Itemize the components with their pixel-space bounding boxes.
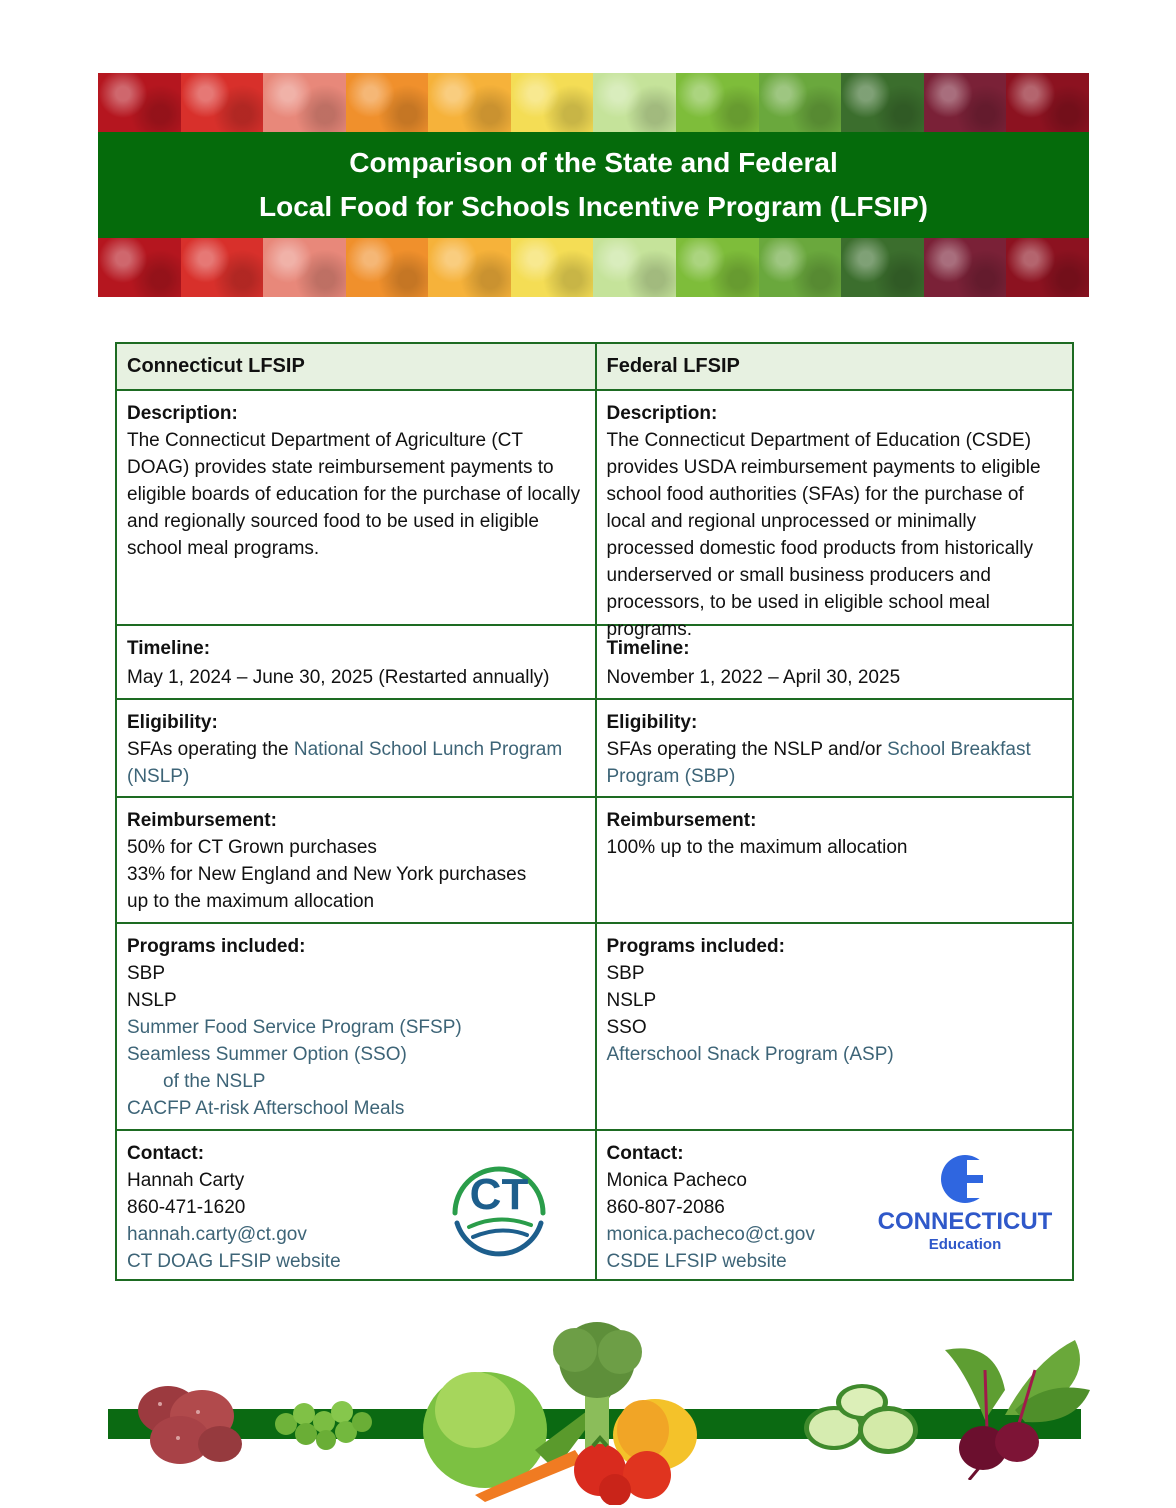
federal-description-text: The Connecticut Department of Education (CSDE) provides USDA reimbursement payments to eligible school food authorities (SFAs) for the purchase of local and regional unprocessed or minimally processed domestic food products from historically underserved or small business producers and processors, to be used in eligible school meal programs. (606, 430, 1041, 640)
program-item: SSO (606, 1017, 647, 1038)
description-label: Description: (127, 403, 238, 424)
state-timeline-cell (117, 626, 595, 698)
eligibility-label: Eligibility: (127, 712, 218, 733)
state-description-cell (117, 391, 595, 624)
federal-reimbursement-line: 100% up to the maximum allocation (606, 837, 908, 858)
state-reimbursement-line: 33% for New England and New York purchases (127, 864, 527, 885)
state-reimbursement-line: 50% for CT Grown purchases (127, 837, 377, 858)
sso-link[interactable]: Seamless Summer Option (SSO) (127, 1044, 407, 1065)
ct-logo-text: CT (469, 1170, 529, 1219)
sso-link-continued[interactable]: of the NSLP (163, 1071, 266, 1092)
contact-phone: 860-471-1620 (127, 1197, 246, 1218)
program-item: NSLP (127, 990, 177, 1011)
state-programs-cell (117, 924, 595, 1129)
program-item: SBP (127, 963, 166, 984)
tomato-image (181, 238, 264, 297)
column-header-federal: Federal LFSIP (595, 344, 1073, 389)
federal-reimbursement-cell (595, 798, 1073, 922)
peas-image (270, 1394, 375, 1452)
header-banner (98, 73, 1089, 297)
grapefruit-image (263, 73, 346, 132)
contact-label: Contact: (606, 1143, 684, 1164)
broccoli-image (841, 238, 924, 297)
csde-logo-subtitle: Education (928, 1236, 1001, 1253)
table-row-eligibility (117, 698, 1072, 796)
federal-eligibility-cell (595, 700, 1073, 796)
state-reimbursement-cell (117, 798, 595, 922)
cherry-image (98, 238, 181, 297)
cucumber-image (676, 73, 759, 132)
cucumber-image (676, 238, 759, 297)
timeline-label: Timeline: (127, 638, 211, 659)
federal-programs-cell (595, 924, 1073, 1129)
page-title-line1: Comparison of the State and Federal (349, 147, 838, 178)
reimbursement-label: Reimbursement: (127, 810, 277, 831)
lettuce-image (593, 238, 676, 297)
comparison-table (115, 342, 1074, 1281)
grapefruit-image (263, 238, 346, 297)
lettuce-image (593, 73, 676, 132)
ct-grown-logo (439, 1149, 559, 1265)
greens-image (759, 238, 842, 297)
contact-email-link[interactable]: monica.pacheco@ct.gov (606, 1224, 815, 1245)
cacfp-link[interactable]: CACFP At-risk Afterschool Meals (127, 1098, 405, 1119)
reimbursement-label: Reimbursement: (606, 810, 757, 831)
contact-email-link[interactable]: hannah.carty@ct.gov (127, 1224, 307, 1245)
table-row-contact (117, 1129, 1072, 1279)
broccoli-image (841, 73, 924, 132)
vegetable-bundle-image (415, 1320, 715, 1505)
nslp-link[interactable]: National School Lunch Program (NSLP) (127, 739, 563, 787)
eligibility-label: Eligibility: (606, 712, 698, 733)
produce-strip-bottom (98, 238, 1089, 297)
squash-image (428, 73, 511, 132)
cherry-image (98, 73, 181, 132)
cherry-image-2 (1006, 238, 1089, 297)
website-link[interactable]: CSDE LFSIP website (606, 1251, 787, 1272)
state-reimbursement-line: up to the maximum allocation (127, 891, 375, 912)
table-row-description (117, 389, 1072, 640)
cherry-image-2 (1006, 73, 1089, 132)
timeline-label: Timeline: (606, 638, 690, 659)
federal-timeline-cell (595, 626, 1073, 698)
programs-label: Programs included: (606, 936, 785, 957)
state-contact-cell (117, 1131, 595, 1279)
csde-logo-title: CONNECTICUT (877, 1208, 1052, 1235)
state-description-text: The Connecticut Department of Agriculture (CT DOAG) provides state reimbursement payments to eligible boards of education for the purchase of locally and regionally sourced food to be used in eligible school meal programs. (127, 430, 581, 559)
state-eligibility-cell (117, 700, 595, 796)
contact-name: Hannah Carty (127, 1170, 245, 1191)
table-row-programs (117, 922, 1072, 1129)
footer-produce-illustration (0, 1310, 1176, 1508)
asp-link[interactable]: Afterschool Snack Program (ASP) (606, 1044, 894, 1065)
grape-image (924, 73, 1007, 132)
pepper-image (511, 238, 594, 297)
carrot-image (346, 238, 429, 297)
description-label: Description: (606, 403, 718, 424)
federal-timeline-text: November 1, 2022 – April 30, 2025 (606, 667, 901, 688)
column-header-state: Connecticut LFSIP (117, 344, 595, 389)
table-row-timeline (117, 624, 1072, 698)
contact-label: Contact: (127, 1143, 205, 1164)
greens-image (759, 73, 842, 132)
program-item: NSLP (606, 990, 657, 1011)
potatoes-image (130, 1374, 245, 1469)
beets-image (925, 1330, 1100, 1480)
produce-strip-top (98, 73, 1089, 132)
pepper-image (511, 73, 594, 132)
state-eligibility-text: SFAs operating the (127, 739, 294, 760)
cucumber-slices-image (800, 1380, 925, 1460)
page-title-line2: Local Food for Schools Incentive Program (LFSIP) (259, 191, 928, 222)
federal-eligibility-text: SFAs operating the NSLP and/or (606, 739, 888, 760)
federal-contact-cell (595, 1131, 1073, 1279)
sbp-link[interactable]: School Breakfast Program (SBP) (606, 739, 1031, 787)
programs-label: Programs included: (127, 936, 306, 957)
table-header-row (117, 344, 1072, 389)
contact-name: Monica Pacheco (606, 1170, 747, 1191)
program-item: SBP (606, 963, 645, 984)
grape-image (924, 238, 1007, 297)
tomato-image (181, 73, 264, 132)
title-bar (98, 132, 1089, 238)
squash-image (428, 238, 511, 297)
sfsp-link[interactable]: Summer Food Service Program (SFSP) (127, 1017, 462, 1038)
carrot-image (346, 73, 429, 132)
federal-description-cell (595, 391, 1073, 640)
table-row-reimbursement (117, 796, 1072, 922)
contact-phone: 860-807-2086 (606, 1197, 725, 1218)
state-timeline-text: May 1, 2024 – June 30, 2025 (Restarted annually) (127, 667, 550, 688)
website-link[interactable]: CT DOAG LFSIP website (127, 1251, 341, 1272)
csde-logo (867, 1155, 1063, 1255)
